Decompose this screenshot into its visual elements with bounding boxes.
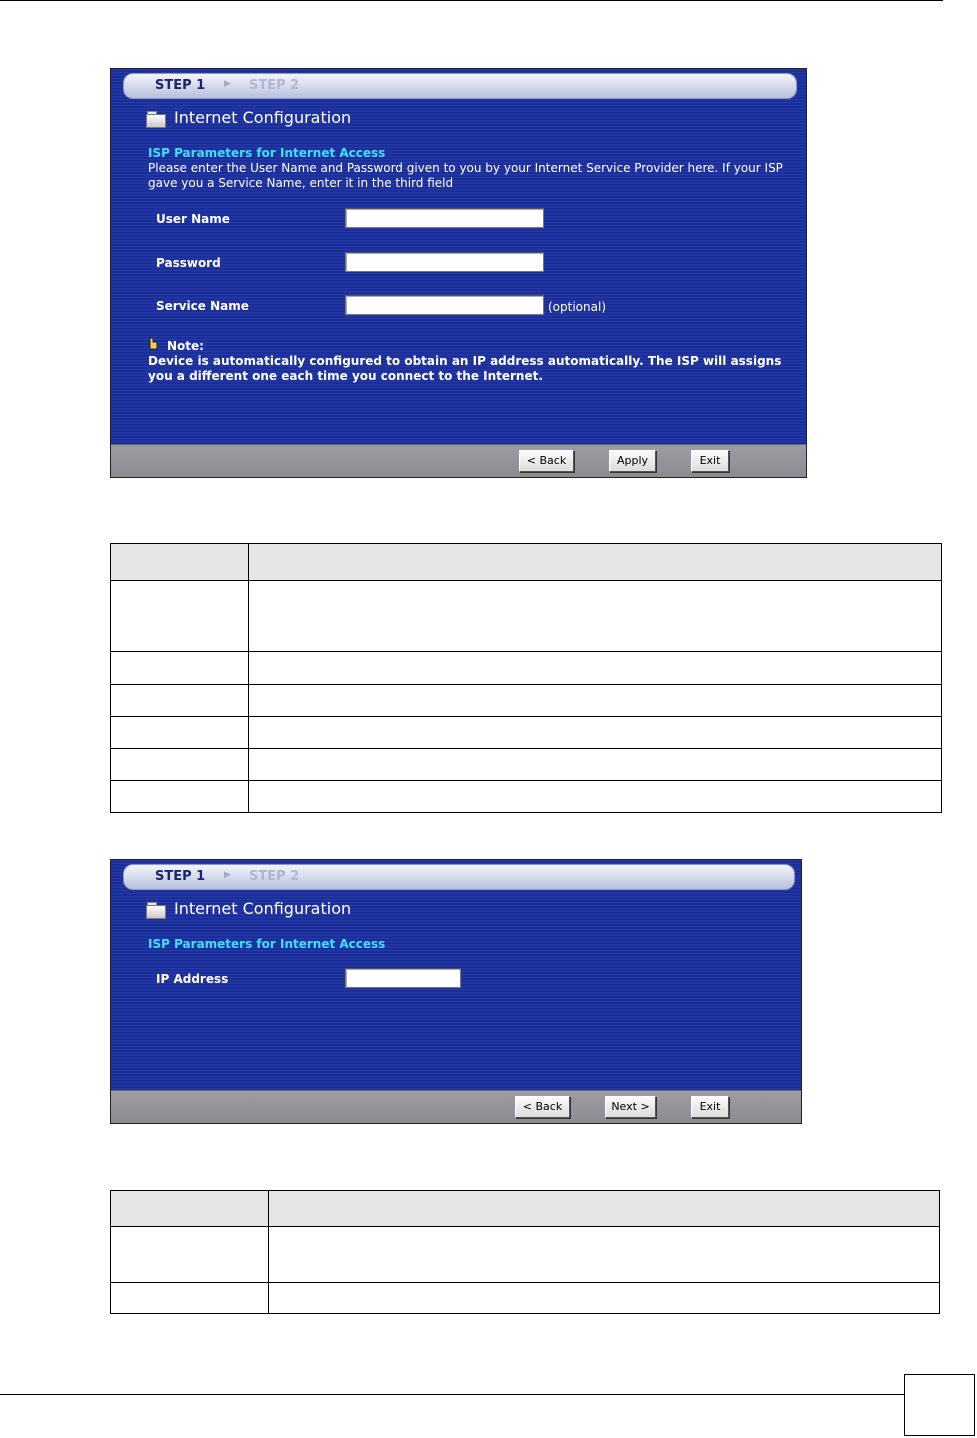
table-row — [111, 581, 942, 652]
table-cell — [249, 717, 942, 749]
table-row — [111, 1227, 940, 1283]
table-cell — [249, 685, 942, 717]
back-button[interactable]: < Back — [515, 1096, 570, 1118]
table-cell — [111, 1283, 269, 1314]
table-header-row — [111, 1191, 940, 1227]
note-label: Note: — [167, 339, 204, 353]
ip-address-input[interactable] — [345, 968, 461, 988]
panel-title: Internet Configuration — [174, 899, 352, 918]
section-heading: ISP Parameters for Internet Access — [148, 146, 386, 160]
step-2-tab[interactable]: STEP 2 — [249, 869, 300, 884]
step-1-tab[interactable]: STEP 1 — [155, 869, 206, 884]
table-row — [111, 781, 942, 813]
exit-button[interactable]: Exit — [691, 450, 729, 472]
button-bar — [111, 1090, 801, 1123]
folder-icon — [146, 111, 166, 127]
step-2-tab[interactable]: STEP 2 — [249, 78, 300, 93]
table-row — [111, 685, 942, 717]
table-cell — [111, 749, 249, 781]
table-cell — [249, 544, 942, 581]
wizard-screen-ip-address — [110, 859, 802, 1124]
table-cell — [249, 749, 942, 781]
ip-address-label: IP Address — [156, 972, 229, 986]
folder-icon — [146, 902, 166, 918]
table-cell — [111, 781, 249, 813]
table-row — [111, 717, 942, 749]
table-cell — [111, 717, 249, 749]
table-row — [111, 1283, 940, 1314]
exit-button[interactable]: Exit — [691, 1096, 729, 1118]
user-name-label: User Name — [156, 212, 230, 226]
table-cell — [249, 781, 942, 813]
wizard-screen-isp-login — [110, 68, 807, 478]
steps-bar — [123, 864, 795, 890]
page-number-box — [904, 1374, 975, 1436]
table-cell — [269, 1227, 940, 1283]
top-rule — [0, 0, 943, 1]
table-cell — [111, 1191, 269, 1227]
table-cell — [111, 652, 249, 685]
field-description-table-2 — [110, 1190, 940, 1314]
table-cell — [249, 652, 942, 685]
table-row — [111, 652, 942, 685]
table-cell — [269, 1191, 940, 1227]
table-header-row — [111, 544, 942, 581]
table-row — [111, 749, 942, 781]
service-name-label: Service Name — [156, 299, 249, 313]
panel-title: Internet Configuration — [174, 108, 352, 127]
table-cell — [249, 581, 942, 652]
button-bar — [111, 444, 806, 477]
step-arrow-icon: ▶ — [224, 870, 231, 880]
steps-bar — [123, 73, 797, 99]
table-cell — [111, 1227, 269, 1283]
table-cell — [111, 544, 249, 581]
note-hand-icon — [148, 337, 159, 350]
footer-rule — [0, 1394, 905, 1395]
password-input[interactable] — [345, 252, 544, 272]
next-button[interactable]: Next > — [605, 1096, 656, 1118]
table-cell — [111, 581, 249, 652]
optional-hint: (optional) — [548, 300, 606, 314]
user-name-input[interactable] — [345, 208, 544, 228]
password-label: Password — [156, 256, 221, 270]
step-1-tab[interactable]: STEP 1 — [155, 78, 206, 93]
intro-text: Please enter the User Name and Password given to you by your Internet Service Provider here. If your ISP gave you a Service Name, enter it in the third field — [148, 161, 783, 190]
table-cell — [111, 685, 249, 717]
service-name-input[interactable] — [345, 295, 544, 315]
apply-button[interactable]: Apply — [609, 450, 656, 472]
back-button[interactable]: < Back — [519, 450, 574, 472]
step-arrow-icon: ▶ — [224, 79, 231, 89]
field-description-table-1 — [110, 543, 942, 813]
section-heading: ISP Parameters for Internet Access — [148, 937, 386, 951]
table-cell — [269, 1283, 940, 1314]
note-text: Device is automatically configured to obtain an IP address automatically. The ISP will assigns you a different one each time you connect to the Internet. — [148, 354, 782, 383]
